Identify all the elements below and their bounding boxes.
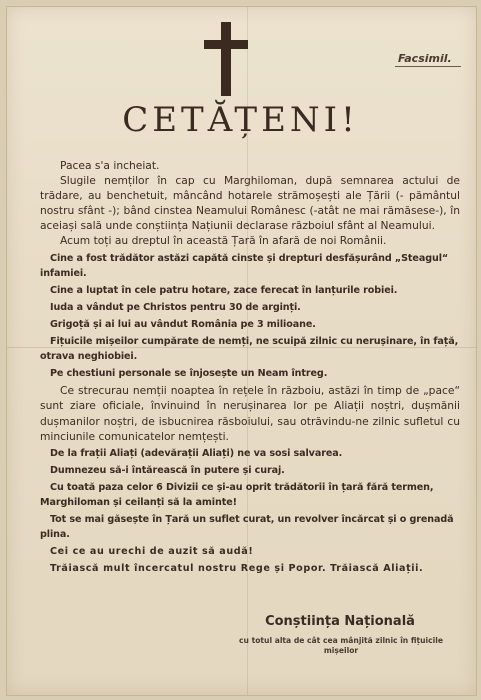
line-judas: Iuda a vândut pe Christos pentru 30 de arginți.	[50, 301, 301, 313]
line-personal: Pe chestiuni personale se înjosește un Neam întreg.	[50, 368, 328, 380]
facsimil-underline	[395, 66, 461, 67]
paragraph-peace: Pacea s'a incheiat.	[60, 159, 160, 172]
line-long-live: Trăiască mult încercatul nostru Rege și Popor. Trăiască Aliații.	[50, 563, 424, 575]
paragraph-newspapers: Ce strecurau nemții noaptea în rețele în războiu, astăzi în timp de „pace“ sunt ziare oficiale, învinuind în nerușinarea lor pe Aliații noștri, dușmănii dușmanilor noștri, de isbucnirea răsboiului, sau otrăvindu-ne zilnic sufletul cu minciunile comunicatelor nemțești.	[40, 384, 460, 443]
line-god: Dumnezeu să-i întărească în putere și curaj.	[50, 464, 285, 476]
paragraph-servants: Slugile nemților în cap cu Marghiloman, după semnarea actului de trădare, au benchetuit, mâncând hotarele strămoșești ale Țării (- pământul nostru sfânt -); bând cinstea Neamului Românesc (-atât ne mai rămăsese-), în aceiași sală unde conștiința Națiunii declarase războiul sfânt al Neamului.	[40, 174, 460, 233]
line-ears: Cei ce au urechi de auzit să audă!	[50, 546, 254, 558]
line-divisions: Cu toată paza celor 6 Divizii ce și-au oprit trădătorii în țară fără termen, Marghiloman și ceilanți să la aminte!	[40, 481, 434, 508]
line-allies: De la frații Aliați (adevărații Aliați) ne va sosi salvarea.	[50, 447, 343, 459]
line-revolver: Tot se mai găsește în Țară un suflet curat, un revolver încărcat și o grenadă plina.	[40, 514, 454, 541]
cross-icon	[204, 22, 248, 96]
line-grigota: Grigoță și ai lui au vândut România pe 3 milioane.	[50, 318, 316, 330]
line-fighter: Cine a luptat în cele patru hotare, zace ferecat în lanțurile robiei.	[50, 284, 398, 296]
signature: Conștiința Națională	[265, 614, 415, 629]
proclamation-body	[40, 158, 460, 576]
paragraph-rights: Acum toți au dreptul în această Țară în afară de noi Românii.	[60, 234, 387, 248]
signature-note: cu totul alta de cât cea mânjită zilnic în fițuicile mișeilor	[239, 636, 443, 655]
line-fituici: Fițuicile mișeilor cumpărate de nemți, ne scuipă zilnic cu nerușinare, în față, otrava neghiobiei.	[40, 336, 459, 363]
facsimil-label: Facsimil.	[398, 52, 452, 65]
line-traitor: Cine a fost trădător astăzi capătă cinste și drepturi desfășurând „Steagul“ infamiei.	[40, 252, 449, 279]
page-title: CETĂȚENI!	[122, 100, 359, 140]
